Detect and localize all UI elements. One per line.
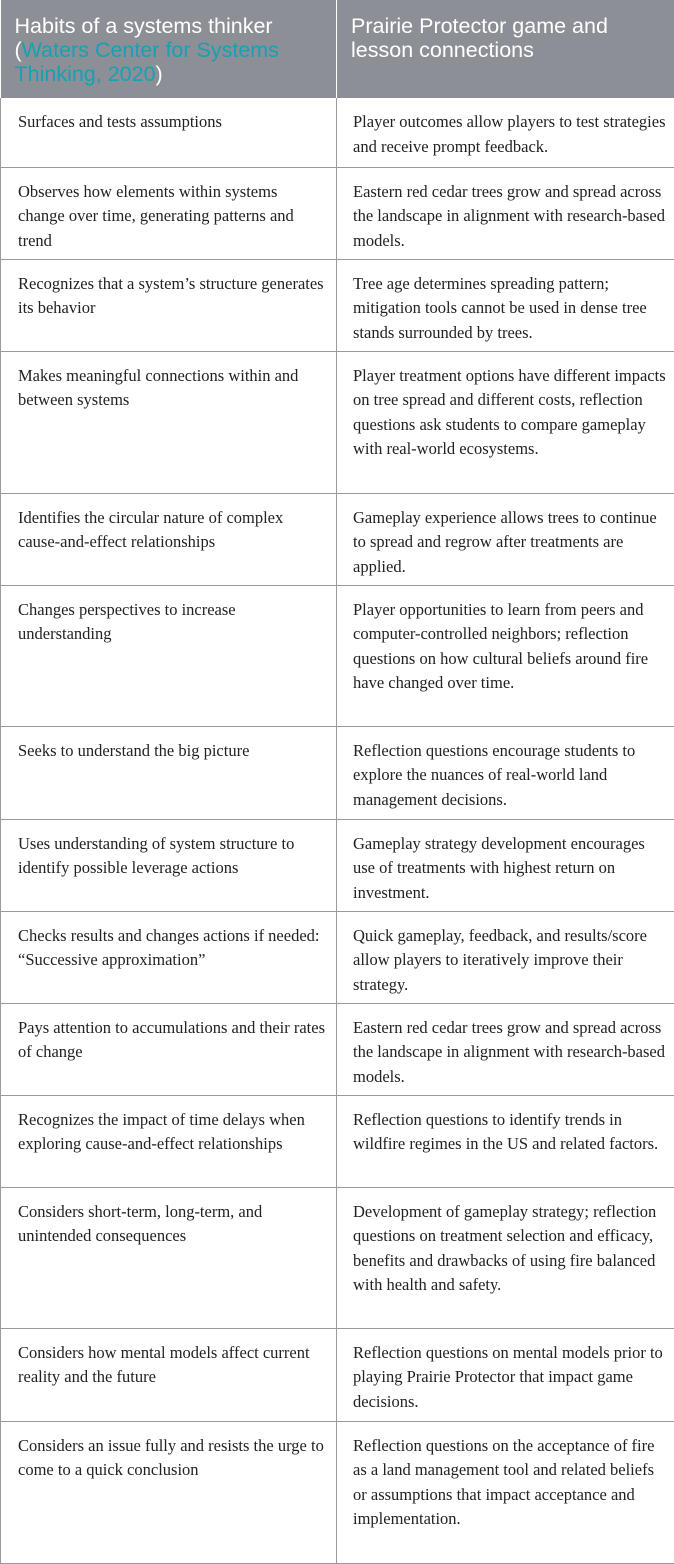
table-row bbox=[1, 1095, 674, 1187]
habit-cell: Seeks to understand the big picture bbox=[1, 726, 337, 819]
table-row bbox=[1, 98, 674, 167]
connection-cell: Eastern red cedar trees grow and spread across the landscape in alignment with research-based models. bbox=[337, 167, 674, 259]
header-habits-label: Habits of a systems thinker ( bbox=[15, 14, 273, 62]
habit-cell: Uses understanding of system structure to identify possible leverage actions bbox=[1, 819, 337, 911]
habit-cell: Makes meaningful connections within and between systems bbox=[1, 351, 337, 493]
habit-cell: Recognizes that a system’s structure generates its behavior bbox=[1, 259, 337, 351]
habit-cell: Surfaces and tests assumptions bbox=[1, 98, 337, 167]
connection-cell: Gameplay experience allows trees to continue to spread and regrow after treatments are applied. bbox=[337, 493, 674, 585]
header-row bbox=[1, 0, 674, 98]
table-row bbox=[1, 1003, 674, 1095]
table-row bbox=[1, 351, 674, 493]
header-habits bbox=[1, 0, 337, 98]
connection-cell: Tree age determines spreading pattern; mitigation tools cannot be used in dense tree stands surrounded by trees. bbox=[337, 259, 674, 351]
habit-cell: Recognizes the impact of time delays when exploring cause-and-effect relationships bbox=[1, 1095, 337, 1187]
table-row bbox=[1, 493, 674, 585]
citation-link[interactable]: Waters Center for Systems Thinking, 2020 bbox=[15, 38, 279, 86]
connection-cell: Eastern red cedar trees grow and spread across the landscape in alignment with research-based models. bbox=[337, 1003, 674, 1095]
connection-cell: Quick gameplay, feedback, and results/score allow players to iteratively improve their strategy. bbox=[337, 911, 674, 1003]
connection-cell: Reflection questions to identify trends in wildfire regimes in the US and related factors. bbox=[337, 1095, 674, 1187]
habit-cell: Changes perspectives to increase understanding bbox=[1, 585, 337, 726]
habit-cell: Considers short-term, long-term, and unintended consequences bbox=[1, 1187, 337, 1328]
connection-cell: Player outcomes allow players to test strategies and receive prompt feedback. bbox=[337, 98, 674, 167]
header-connections: Prairie Protector game and lesson connections bbox=[337, 0, 674, 98]
habit-cell: Identifies the circular nature of complex cause-and-effect relationships bbox=[1, 493, 337, 585]
connection-cell: Development of gameplay strategy; reflection questions on treatment selection and efficacy, benefits and drawbacks of using fire balanced with health and safety. bbox=[337, 1187, 674, 1328]
table-row bbox=[1, 819, 674, 911]
table-row bbox=[1, 585, 674, 726]
connection-cell: Reflection questions encourage students to explore the nuances of real-world land management decisions. bbox=[337, 726, 674, 819]
connection-cell: Reflection questions on the acceptance of fire as a land management tool and related beliefs or assumptions that impact acceptance and implementation. bbox=[337, 1421, 674, 1563]
connection-cell: Player opportunities to learn from peers and computer-controlled neighbors; reflection questions on how cultural beliefs around fire have changed over time. bbox=[337, 585, 674, 726]
connection-cell: Gameplay strategy development encourages use of treatments with highest return on investment. bbox=[337, 819, 674, 911]
habit-cell: Considers an issue fully and resists the urge to come to a quick conclusion bbox=[1, 1421, 337, 1563]
table-row bbox=[1, 167, 674, 259]
table-row bbox=[1, 259, 674, 351]
table-row bbox=[1, 1187, 674, 1328]
habit-cell: Observes how elements within systems change over time, generating patterns and trend bbox=[1, 167, 337, 259]
habit-cell: Pays attention to accumulations and their rates of change bbox=[1, 1003, 337, 1095]
connection-cell: Player treatment options have different impacts on tree spread and different costs, reflection questions ask students to compare gameplay with real-world ecosystems. bbox=[337, 351, 674, 493]
habit-cell: Considers how mental models affect current reality and the future bbox=[1, 1328, 337, 1421]
header-habits-suffix: ) bbox=[156, 62, 163, 86]
table-row bbox=[1, 911, 674, 1003]
table-row bbox=[1, 1328, 674, 1421]
connection-cell: Reflection questions on mental models prior to playing Prairie Protector that impact game decisions. bbox=[337, 1328, 674, 1421]
table-row bbox=[1, 1421, 674, 1563]
habit-cell: Checks results and changes actions if needed: “Successive approximation” bbox=[1, 911, 337, 1003]
table-row bbox=[1, 726, 674, 819]
